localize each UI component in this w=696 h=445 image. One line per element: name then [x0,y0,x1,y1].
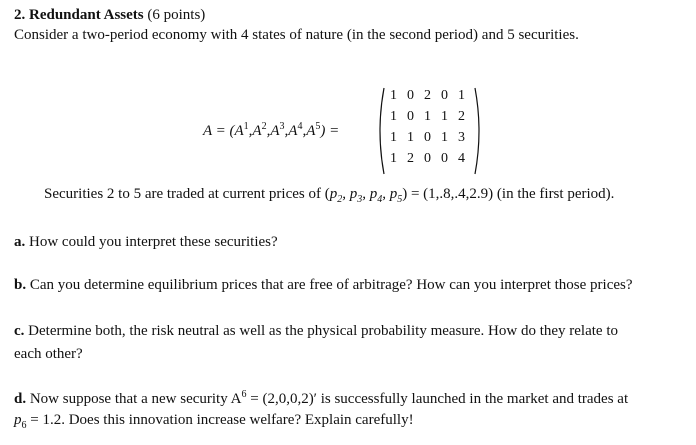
prices-text-1: Securities 2 to 5 are traded at current prices of ( [44,186,330,202]
matrix-cell: 0 [407,109,414,124]
question-c-text: Determine both, the risk neutral as well as the physical probability measure. How do they relate to [24,323,618,339]
question-d-text: Now suppose that a new security A [26,391,242,407]
question-c [14,323,618,340]
question-d-label: d. [14,391,27,407]
matrix-cell: 0 [424,130,431,145]
question-a-label: a. [14,234,26,250]
matrix-cell: 1 [390,151,397,166]
problem-header [14,7,205,24]
prices-text-2: ) = (1,.8,.4,2.9) (in the first period). [402,186,615,202]
matrix-cell: 1 [390,109,397,124]
prices-vars: $p_2$, $p_3$, $p_4$, $p_5$ [329,186,403,205]
question-d-text-b: = (2,0,0,2)′ is successfully launched in the market and trades at [246,391,629,407]
matrix-cell: 0 [407,88,414,103]
matrix-cell: 2 [458,109,465,124]
question-d-price-sub: 6 [21,420,27,431]
matrix-cell: 1 [458,88,465,103]
matrix-cell: 1 [390,130,397,145]
question-d [14,389,628,408]
question-d-sup: 6 [241,389,247,400]
matrix-cell: 0 [441,151,448,166]
matrix-cell: 1 [441,109,448,124]
question-d-text-c: = 1.2. Does this innovation increase welfare? Explain carefully! [26,412,414,428]
matrix-cell: 2 [424,88,431,103]
matrix-cell: 2 [407,151,414,166]
question-c-continued: each other? [14,346,83,362]
matrix-cell: 0 [424,151,431,166]
matrix-cell: 4 [458,151,465,166]
matrix-cell: 3 [458,130,465,145]
matrix-cell: 1 [441,130,448,145]
problem-points: (6 points) [143,7,206,23]
matrix-equation-lhs: $A = (A^1,A^2,A^3,A^4,A^5)$ = [203,121,340,139]
question-c-label: c. [14,323,25,339]
prices-statement [44,186,614,205]
matrix-cell: 1 [424,109,431,124]
question-b [14,277,633,294]
question-d-price-var: p [14,412,22,428]
matrix-cell: 1 [407,130,414,145]
problem-title: 2. Redundant Assets [14,7,144,23]
question-d-continued [14,412,414,431]
matrix-grid [385,88,470,172]
question-a [14,234,278,251]
matrix-cell: 1 [390,88,397,103]
problem-intro: Consider a two-period economy with 4 states of nature (in the second period) and 5 securities. [14,27,579,43]
question-a-text: How could you interpret these securities? [25,234,278,250]
payoff-matrix [376,85,483,177]
question-b-text: Can you determine equilibrium prices that are free of arbitrage? How can you interpret those prices? [26,277,633,293]
question-b-label: b. [14,277,27,293]
matrix-cell: 0 [441,88,448,103]
